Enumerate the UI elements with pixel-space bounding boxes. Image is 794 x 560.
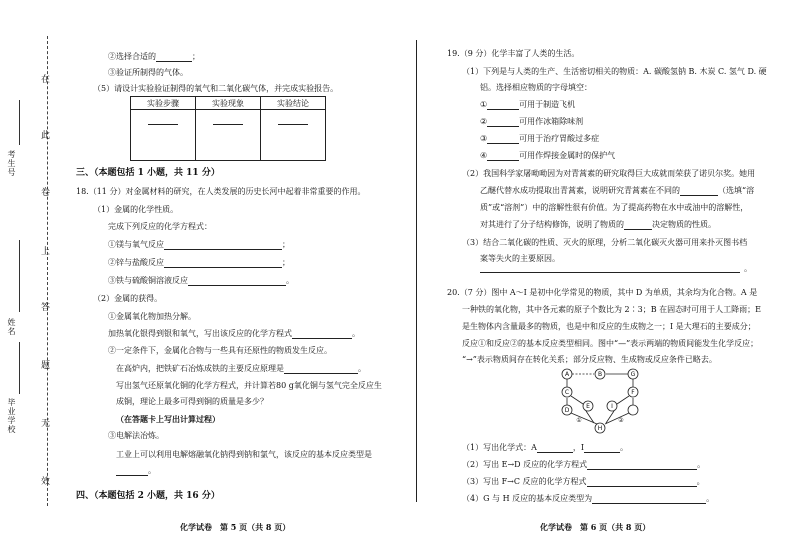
seal-char: 题	[41, 361, 51, 371]
q19-1-opt1: ① 可用于制造飞机	[480, 100, 576, 109]
node-E: E	[586, 403, 590, 410]
node-F: F	[631, 389, 635, 396]
q20-stem-1: 20.（7 分）图中 A～I 是初中化学常见的物质，其中 D 为单质，其余均为化合物。A 是	[447, 288, 758, 297]
q19-1-opt3: ③ 可用于治疗胃酸过多症	[480, 134, 600, 143]
q18-1-intro: 完成下列反应的化学方程式：	[108, 222, 212, 231]
seal-char: 卷	[41, 188, 51, 198]
q19-3-answer-line[interactable]	[480, 272, 740, 273]
q20-1: （1）写出化学式：A ，I 。	[462, 443, 629, 452]
page-footer-left: 化学试卷 第 5 页（共 8 页）	[180, 522, 291, 532]
q17-4-item3: ③验证所制得的气体。	[108, 68, 188, 77]
table-cell[interactable]	[196, 110, 261, 161]
seal-char: 答	[41, 303, 51, 313]
q18-stem: 18.（11 分）对金属材料的研究，在人类发展的历史长河中起着非常重要的作用。	[76, 187, 366, 196]
table-cell[interactable]	[131, 110, 196, 161]
name-field[interactable]	[19, 240, 20, 312]
page-footer-right: 化学试卷 第 6 页（共 8 页）	[540, 522, 651, 532]
q18-2-h: ③电解法冶炼。	[108, 431, 164, 440]
node-G: G	[630, 371, 636, 378]
reaction-label-1: ①	[576, 417, 582, 424]
q18-2-answer: 。	[116, 466, 156, 476]
seal-char: 效	[41, 477, 51, 487]
q18-2-b: 加热氧化银得到银和氧气，写出该反应的化学方程式 。	[108, 329, 360, 338]
node-B: B	[597, 371, 603, 378]
q18-2-a: ①金属氧化物加热分解。	[108, 312, 196, 321]
reaction-diagram	[555, 366, 645, 438]
q19-3-b: 案等失火的主要原因。	[480, 254, 560, 263]
q19-1: （1）下列是与人类的生产、生活密切相关的物质：A. 碳酸氢钠 B. 木炭 C. 氢气 D. 硬	[462, 67, 767, 76]
q19-1-cont: 铝。选择相应物质的字母填空：	[480, 83, 592, 92]
q19-3-a: （3）结合二氧化碳的性质、灭火的原理，分析二氧化碳灭火器可用来扑灭图书档	[462, 238, 748, 247]
q19-1-opt4: ④ 可用作焊接金属时的保护气	[480, 151, 616, 160]
period: 。	[744, 264, 752, 273]
table-header: 实验现象	[196, 97, 261, 110]
q18-2-e: 写出氢气还原氧化铜的化学方程式，并计算若80 g氧化铜与氢气完全反应生	[116, 381, 382, 390]
q20-3: （3）写出 F→C 反应的化学方程式 。	[462, 477, 705, 486]
q20-2: （2）写出 E→D 反应的化学方程式 。	[462, 460, 706, 469]
seal-char: 上	[41, 247, 51, 257]
q18-2-d: 在高炉内，把铁矿石冶炼成铁的主要反应原理是 。	[116, 364, 366, 373]
q19-1-opt2: ② 可用作冰箱除味剂	[480, 117, 584, 126]
q20-4: （4）G 与 H 反应的基本反应类型为 。	[462, 494, 715, 503]
q18-1: （1）金属的化学性质。	[93, 205, 179, 214]
q18-1-c: ③铁与硫酸铜溶液反应 。	[108, 276, 294, 285]
table-header: 实验结论	[261, 97, 326, 110]
seal-char: 无	[41, 419, 51, 429]
exam-number-field[interactable]	[19, 100, 20, 145]
table-cell[interactable]	[261, 110, 326, 161]
node-A: A	[564, 371, 570, 378]
q19-stem: 19.（9 分）化学丰富了人类的生活。	[447, 49, 580, 58]
q19-2-a: （2）我国科学家屠呦呦因为对青蒿素的研究取得巨大成就而荣获了诺贝尔奖。她用	[462, 169, 756, 178]
q20-stem-2: 一种铁的氧化物，其中各元素的原子个数比为 2∶3；B 在固态时可用于人工降雨；E	[462, 305, 761, 314]
page-divider	[416, 40, 417, 502]
school-field[interactable]	[19, 342, 20, 394]
q20-stem-4: 反应①和反应②的基本反应类型相同。图中“—”表示两端的物质间能发生化学反应；	[462, 339, 759, 348]
q17-5: （5）请设计实验验证制得的氧气和二氧化碳气体，并完成实验报告。	[93, 84, 339, 93]
q19-2-d: 对其进行了分子结构修饰，说明了物质的 决定物质的性质。	[480, 220, 716, 229]
q18-2-c: ②一定条件下，金属化合物与一些具有还原性的物质发生反应。	[108, 346, 332, 355]
section-3-title: 三、（本题包括 1 小题，共 11 分）	[76, 168, 220, 178]
q18-1-b: ②锌与盐酸反应 ；	[108, 258, 290, 267]
q18-1-a: ①镁与氧气反应 ；	[108, 240, 290, 249]
q19-2-c: 质”或“溶剂”）中的溶解性很有价值。为了提高药物在水中或油中的溶解性，	[480, 203, 749, 212]
q18-2-f: 成铜，理论上最多可得到铜的质量是多少？	[116, 397, 268, 406]
node-H: H	[597, 425, 603, 432]
q19-2-b: 乙醚代替水成功提取出青蒿素，说明研究青蒿素在不同的 （选填“溶	[480, 186, 755, 195]
seal-dashed-line	[47, 36, 48, 506]
name-label: 姓名	[7, 318, 16, 336]
table-header: 实验步骤	[131, 97, 196, 110]
q18-2-i: 工业上可以利用电解熔融氧化钠得到钠和氯气，该反应的基本反应类型是	[116, 450, 372, 459]
q18-2-note: （在答题卡上写出计算过程）	[116, 414, 220, 424]
q20-stem-3: 是生物体内含量最多的物质，也是中和反应的生成物之一；I 是大理石的主要成分；	[462, 322, 756, 331]
section-4-title: 四、（本题包括 2 小题，共 16 分）	[76, 491, 220, 501]
node-C: C	[564, 389, 570, 396]
reaction-label-2: ②	[618, 417, 624, 424]
q20-stem-5: “→”表示物质间存在转化关系；部分反应物、生成物或反应条件已略去。	[462, 355, 717, 364]
node-D: D	[564, 407, 570, 414]
experiment-report-table	[130, 96, 326, 161]
seal-char: 此	[41, 131, 51, 141]
seal-char: 在	[41, 75, 51, 85]
school-label: 毕业学校	[7, 398, 16, 434]
exam-number-label: 考生号	[7, 150, 16, 177]
q17-4-item2: ②选择合适的 ；	[108, 52, 200, 61]
node-I: I	[611, 403, 613, 410]
q18-2: （2）金属的获得。	[93, 294, 163, 303]
